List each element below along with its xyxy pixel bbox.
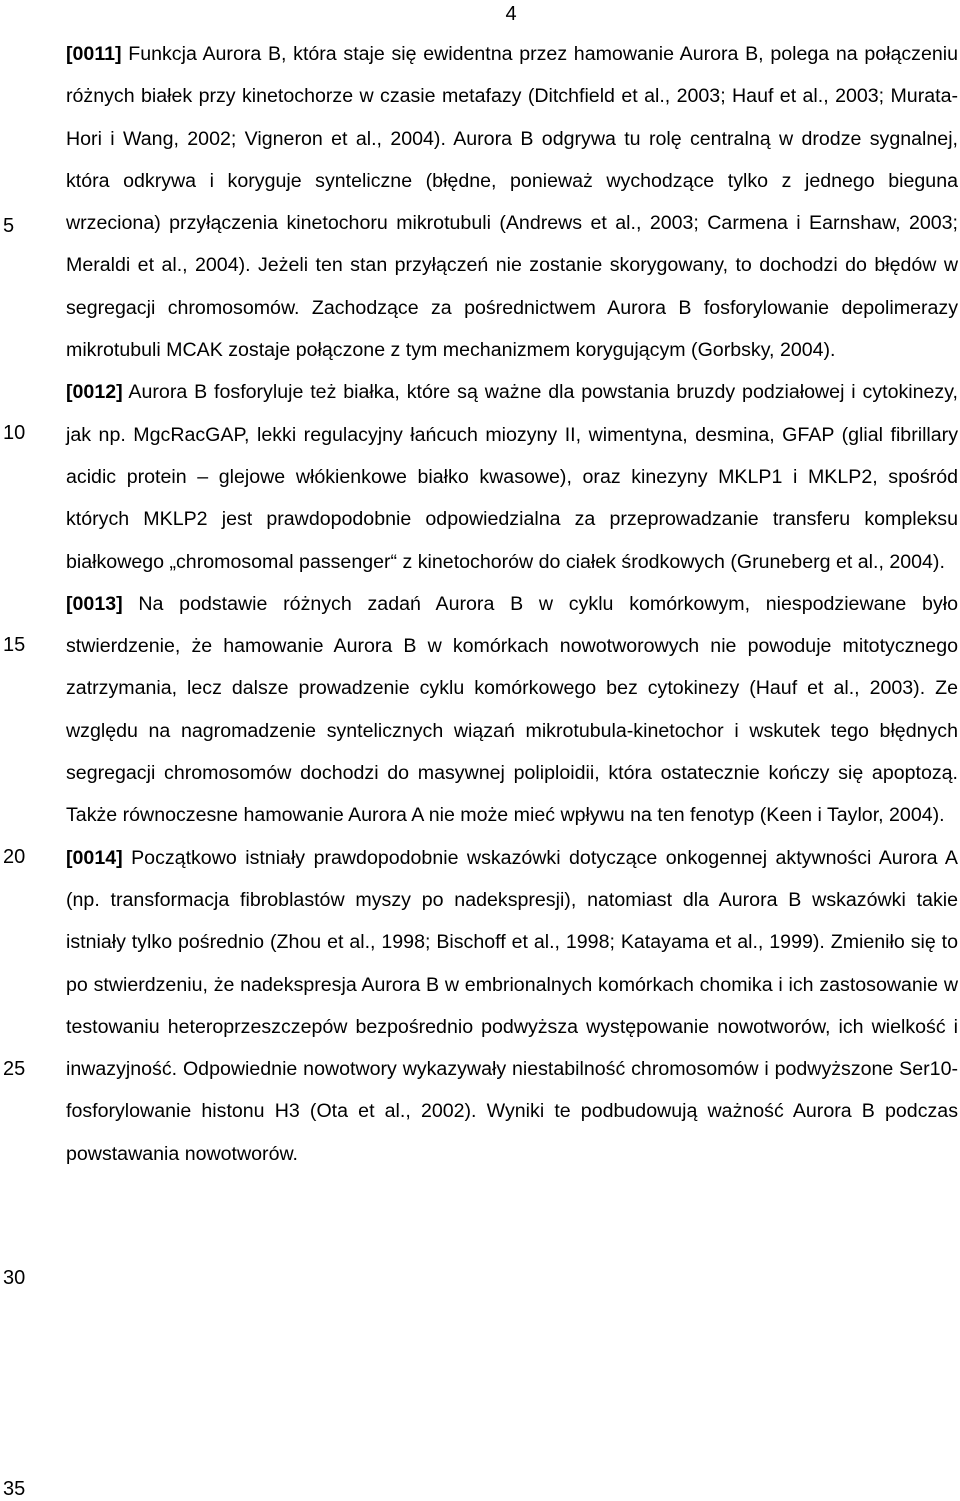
paragraph-text: Początkowo istniały prawdopodobnie wskazówki dotyczące onkogennej aktywności Aurora A (np. transformacja fibroblastów myszy po nadekspresji), natomiast dla Aurora B wskazówki takie istniały tylko pośrednio (Zhou et al., 1998; Bischoff et al., 1998; Katayama et al., 1999). Zmieniło się to po stwierdzeniu, że nadekspresja Aurora B w embrionalnych komórkach chomika i ich zastosowanie w testowaniu heteroprzeszczepów bezpośrednio podwyższa występowanie nowotworów, ich wielkość i inwazyjność. Odpowiednie nowotwory wykazywały niestabilność chromosomów i podwyższone Ser10-fosforylowanie histonu H3 (Ota et al., 2002). Wyniki te podbudowują ważność Aurora B podczas powstawania nowotworów.: [66, 846, 958, 1165]
paragraph-id: [0012]: [66, 381, 123, 404]
document-body: [66, 33, 958, 1175]
line-number-15: 15: [3, 634, 26, 656]
paragraph-text: Funkcja Aurora B, która staje się ewidentna przez hamowanie Aurora B, polega na połączeniu różnych białek przy kinetochorze w czasie metafazy (Ditchfield et al., 2003; Hauf et al., 2003; Murata-Hori i Wang, 2002; Vigneron et al., 2004). Aurora B odgrywa tu rolę centralną w drodze sygnalnej, która odkrywa i koryguje synteliczne (błędne, ponieważ wychodzące tylko z jednego bieguna wrzeciona) przyłączenia kinetochoru mikrotubuli (Andrews et al., 2003; Carmena i Earnshaw, 2003; Meraldi et al., 2004). Jeżeli ten stan przyłączeń nie zostanie skorygowany, to dochodzi do błędów w segregacji chromosomów. Zachodzące za pośrednictwem Aurora B fosforylowanie depolimerazy mikrotubuli MCAK zostaje połączone z tym mechanizmem korygującym (Gorbsky, 2004).: [66, 43, 958, 362]
paragraph-text: Na podstawie różnych zadań Aurora B w cyklu komórkowym, niespodziewane było stwierdzenie, że hamowanie Aurora B w komórkach nowotworowych nie powoduje mitotycznego zatrzymania, lecz dalsze prowadzenie cyklu komórkowego bez cytokinezy (Hauf et al., 2003). Ze względu na nagromadzenie syntelicznych wiązań mikrotubula-kinetochor i wskutek tego błędnych segregacji chromosomów dochodzi do masywnej poliploidii, która ostatecznie kończy się apoptozą. Także równoczesne hamowanie Aurora A nie może mieć wpływu na ten fenotyp (Keen i Taylor, 2004).: [66, 592, 958, 827]
line-number-margin: [0, 0, 40, 1500]
line-number-20: 20: [3, 846, 26, 868]
paragraph-0012: [66, 371, 958, 582]
paragraph-0014: [66, 837, 958, 1175]
line-number-25: 25: [3, 1058, 26, 1080]
line-number-35: 35: [3, 1478, 26, 1500]
line-number-30: 30: [3, 1267, 26, 1289]
page-number: 4: [505, 3, 517, 25]
paragraph-0011: [66, 33, 958, 371]
paragraph-0013: [66, 583, 958, 837]
line-number-10: 10: [3, 422, 26, 444]
paragraph-id: [0011]: [66, 43, 122, 65]
paragraph-text: Aurora B fosforyluje też białka, które są ważne dla powstania bruzdy podziałowej i cytokinezy, jak np. MgcRacGAP, lekki regulacyjny łańcuch miozyny II, wimentyna, desmina, GFAP (glial fibrillary acidic protein – glejowe włókienkowe białko kwasowe), oraz kinezyny MKLP1 i MKLP2, spośród których MKLP2 jest prawdopodobnie odpowiedzialna za przeprowadzanie transferu kompleksu białkowego „chromosomal passenger“ z kinetochorów do ciałek środkowych (Gruneberg et al., 2004).: [66, 381, 958, 573]
paragraph-id: [0014]: [66, 846, 123, 869]
paragraph-id: [0013]: [66, 592, 123, 615]
line-number-5: 5: [3, 215, 15, 237]
